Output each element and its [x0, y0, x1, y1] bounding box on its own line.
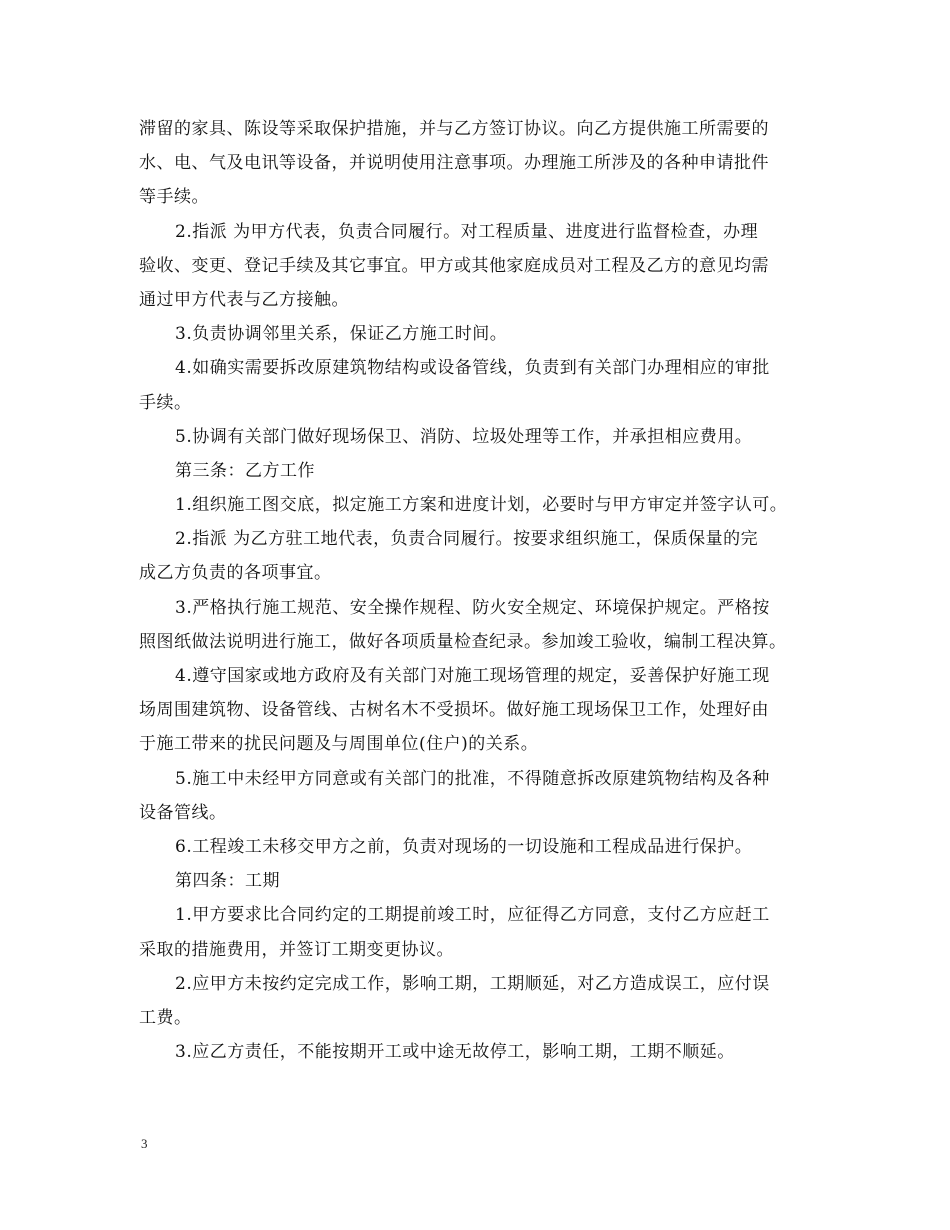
text-line: 3.严格执行施工规范、安全操作规程、防火安全规定、环境保护规定。严格按: [175, 597, 770, 618]
text-line: 采取的措施费用，并签订工期变更协议。: [139, 939, 454, 960]
text-line: 2.指派 为乙方驻工地代表，负责合同履行。按要求组织施工，保质保量的完: [175, 529, 759, 550]
text-line: 设备管线。: [139, 802, 227, 823]
text-line: 1.组织施工图交底，拟定施工方案和进度计划，必要时与甲方审定并签字认可。: [175, 495, 788, 516]
text-line: 滞留的家具、陈设等采取保护措施，并与乙方签订协议。向乙方提供施工所需要的: [139, 119, 769, 139]
text-line: 1.甲方要求比合同约定的工期提前竣工时，应征得乙方同意，支付乙方应赶工: [175, 905, 770, 926]
text-line: 成乙方负责的各项事宜。: [139, 563, 332, 584]
text-line: 2.指派 为甲方代表，负责合同履行。对工程质量、进度进行监督检查，办理: [175, 221, 759, 242]
text-line: 3.应乙方责任，不能按期开工或中途无故停工，影响工期，工期不顺延。: [175, 1042, 735, 1063]
text-line: 照图纸做法说明进行施工，做好各项质量检查纪录。参加竣工验收，编制工程决算。: [139, 631, 787, 652]
text-line: 6.工程竣工未移交甲方之前，负责对现场的一切设施和工程成品进行保护。: [175, 836, 753, 857]
text-line: 2.应甲方未按约定完成工作，影响工期，工期顺延，对乙方造成误工，应付误: [175, 973, 770, 994]
text-line: 通过甲方代表与乙方接触。: [139, 289, 349, 310]
text-line: 4.如确实需要拆改原建筑物结构或设备管线，负责到有关部门办理相应的审批: [175, 358, 770, 379]
text-line: 于施工带来的扰民问题及与周围单位(住户)的关系。: [139, 734, 539, 755]
page-number: 3: [141, 1136, 148, 1151]
text-line: 3.负责协调邻里关系，保证乙方施工时间。: [175, 324, 508, 345]
text-line: 手续。: [139, 392, 192, 413]
text-line: 4.遵守国家或地方政府及有关部门对施工现场管理的规定，妥善保护好施工现: [175, 666, 770, 686]
text-line: 工费。: [139, 1007, 192, 1028]
text-line: 5.施工中未经甲方同意或有关部门的批准，不得随意拆改原建筑物结构及各种: [175, 768, 770, 789]
text-line: 水、电、气及电讯等设备，并说明使用注意事项。办理施工所涉及的各种申请批件: [139, 153, 769, 174]
text-line: 场周围建筑物、设备管线、古树名木不受损坏。做好施工现场保卫工作，处理好由: [139, 700, 769, 721]
text-line: 验收、变更、登记手续及其它事宜。甲方或其他家庭成员对工程及乙方的意见均需: [139, 255, 769, 276]
text-line: 等手续。: [139, 187, 209, 208]
text-line: 第四条：工期: [175, 871, 280, 892]
text-line: 5.协调有关部门做好现场保卫、消防、垃圾处理等工作，并承担相应费用。: [175, 426, 753, 447]
document-body: [139, 112, 829, 1069]
text-line: 第三条：乙方工作: [175, 460, 315, 481]
